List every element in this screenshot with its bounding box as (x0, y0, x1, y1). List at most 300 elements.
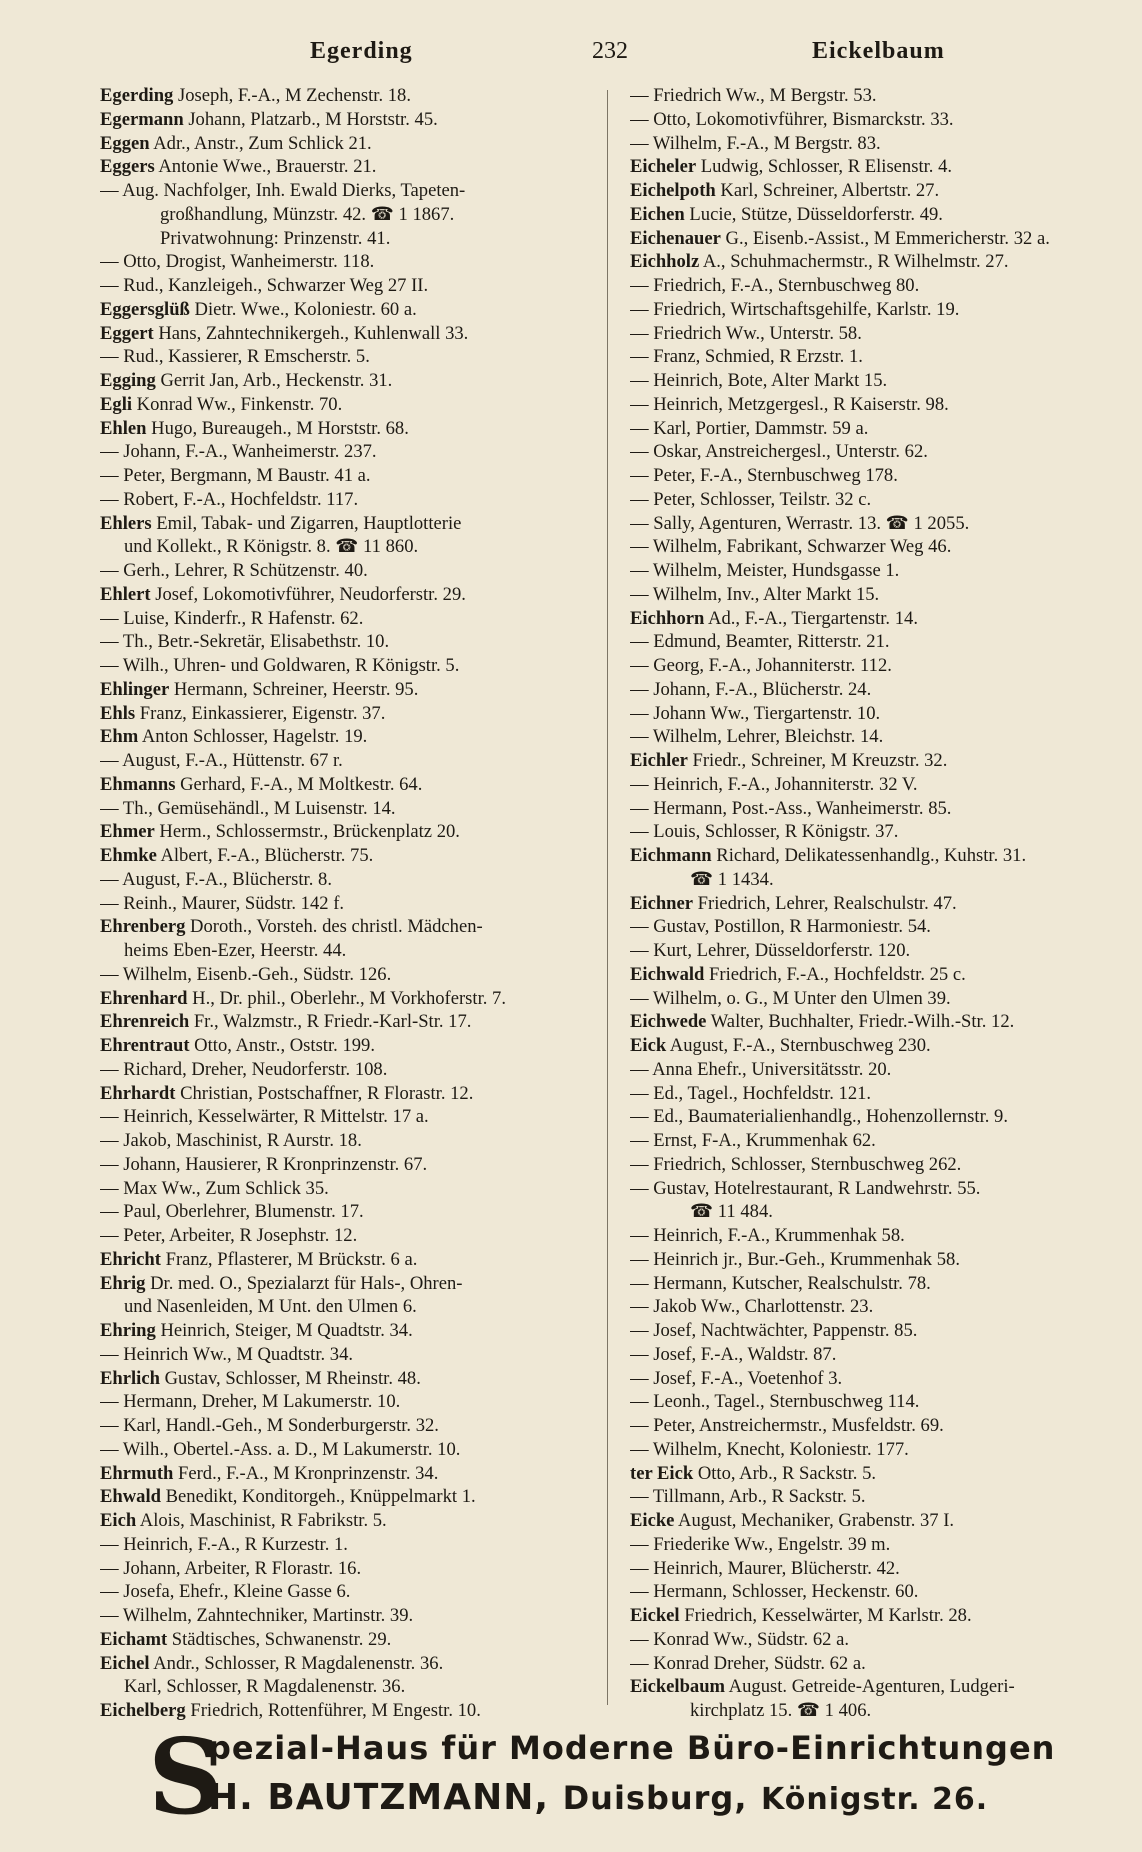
entry-details: — Tillmann, Arb., R Sackstr. 5. (630, 1486, 866, 1508)
directory-entry (100, 369, 600, 393)
entry-surname: Ehls (100, 702, 136, 724)
entry-details: H., Dr. phil., Oberlehr., M Vorkhoferstr. 7. (187, 987, 506, 1009)
directory-entry (630, 915, 1130, 939)
ad-company-name: H. BAUTZMANN, (208, 1777, 550, 1818)
entry-details: — Heinrich, Maurer, Blücherstr. 42. (630, 1557, 900, 1579)
entry-details: — Gustav, Postillon, R Harmoniestr. 54. (630, 916, 931, 938)
directory-entry (630, 1675, 1130, 1699)
directory-entry (100, 345, 600, 369)
entry-details: — Johann, Arbeiter, R Florastr. 16. (100, 1557, 362, 1579)
entry-surname: Eichwald (630, 963, 705, 985)
directory-entry (630, 773, 1130, 797)
entry-surname: Ehrig (100, 1272, 146, 1294)
directory-entry (630, 1153, 1130, 1177)
entry-details: — Josef, F.-A., Waldstr. 87. (630, 1343, 837, 1365)
entry-details: — Wilhelm, Inv., Alter Markt 15. (630, 583, 880, 605)
entry-surname: Eichelberg (100, 1700, 186, 1721)
entry-details: Städtisches, Schwanenstr. 29. (167, 1628, 392, 1650)
entry-details: Herm., Schlossermstr., Brückenplatz 20. (154, 821, 460, 843)
entry-details: — Heinrich, F.-A., R Kurzestr. 1. (100, 1533, 348, 1555)
entry-details: Ludwig, Schlosser, R Elisenstr. 4. (696, 156, 953, 178)
directory-entry (100, 440, 600, 464)
directory-entry (630, 583, 1130, 607)
directory-entry (630, 298, 1130, 322)
directory-entry (100, 820, 600, 844)
directory-entry (630, 512, 1130, 536)
entry-details: Andr., Schlosser, R Magdalenenstr. 36. (149, 1652, 444, 1674)
ad-initial-letter: S (148, 1715, 224, 1838)
entry-surname: Eichhorn (630, 607, 705, 629)
entry-surname: Ehwald (100, 1486, 161, 1508)
entry-details: Konrad Ww., Finkenstr. 70. (132, 393, 343, 415)
entry-surname: Ehrhardt (100, 1082, 176, 1104)
entry-details: Friedrich, Rottenführer, M Engestr. 10. (185, 1700, 481, 1721)
directory-entry (100, 583, 600, 607)
directory-entry (100, 1129, 600, 1153)
entry-surname: Eichwede (630, 1011, 707, 1033)
directory-entry (100, 987, 600, 1011)
entry-details: Franz, Einkassierer, Eigenstr. 37. (135, 702, 386, 724)
entry-details: — August, F.-A., Hüttenstr. 67 r. (100, 750, 343, 771)
directory-entry (100, 1509, 600, 1533)
entry-details: Privatwohnung: Prinzenstr. 41. (160, 227, 391, 249)
left-column (100, 84, 600, 1723)
entry-details: Friedr., Schreiner, M Kreuzstr. 32. (687, 750, 948, 771)
directory-entry (100, 1414, 600, 1438)
directory-entry (100, 108, 600, 132)
ad-street: Königstr. 26. (761, 1782, 989, 1817)
entry-surname: Ehlen (100, 417, 147, 439)
entry-details: — Johann Ww., Tiergartenstr. 10. (630, 702, 881, 724)
entry-details: Anton Schlosser, Hagelstr. 19. (138, 726, 368, 748)
entry-details: — Ed., Baumaterialienhandlg., Hohenzollernstr. 9. (630, 1106, 1008, 1128)
directory-entry (630, 725, 1130, 749)
directory-entry (630, 1509, 1130, 1533)
entry-details: — Paul, Oberlehrer, Blumenstr. 17. (100, 1201, 364, 1223)
entry-details: Friedrich, F.-A., Hochfeldstr. 25 c. (704, 963, 966, 985)
directory-entry (100, 915, 600, 939)
directory-entry (630, 654, 1130, 678)
directory-entry (100, 678, 600, 702)
directory-entry (630, 488, 1130, 512)
entry-details: — Peter, Bergmann, M Baustr. 41 a. (100, 465, 371, 486)
entry-details: Karl, Schlosser, R Magdalenenstr. 36. (124, 1676, 406, 1698)
directory-entry (100, 155, 600, 179)
directory-entry (100, 773, 600, 797)
entry-details: — Johann, Hausierer, R Kronprinzenstr. 67. (100, 1153, 428, 1175)
entry-details: — Wilh., Obertel.-Ass. a. D., M Lakumerstr. 10. (100, 1438, 461, 1460)
entry-details: — Richard, Dreher, Neudorferstr. 108. (100, 1058, 388, 1080)
directory-entry (630, 607, 1130, 631)
entry-details: — Hermann, Kutscher, Realschulstr. 78. (630, 1272, 931, 1294)
entry-details: Lucie, Stütze, Düsseldorferstr. 49. (684, 203, 943, 225)
directory-entry (630, 630, 1130, 654)
directory-entry (630, 987, 1130, 1011)
directory-entry (630, 464, 1130, 488)
directory-entry (100, 1580, 600, 1604)
entry-details: August, F.-A., Sternbuschweg 230. (666, 1035, 931, 1056)
entry-details: — Wilhelm, Meister, Hundsgasse 1. (630, 560, 900, 581)
entry-details: Gerrit Jan, Arb., Heckenstr. 31. (155, 370, 393, 391)
directory-entry (100, 607, 600, 631)
entry-surname: Ehlinger (100, 678, 170, 700)
entry-surname: Ehlers (100, 512, 152, 534)
entry-details: und Kollekt., R Königstr. 8. ☎ 11 860. (124, 536, 419, 558)
entry-details: — Friederike Ww., Engelstr. 39 m. (630, 1533, 891, 1555)
directory-entry (100, 1533, 600, 1557)
entry-details: Richard, Delikatessenhandlg., Kuhstr. 31. (711, 845, 1027, 866)
entry-details: — Peter, Anstreichermstr., Musfeldstr. 69. (630, 1415, 944, 1436)
entry-surname: Eggers (100, 156, 155, 178)
entry-details: Albert, F.-A., Blücherstr. 75. (156, 845, 374, 866)
directory-entry (630, 1580, 1130, 1604)
directory-entry (630, 1390, 1130, 1414)
entry-details: August, Mechaniker, Grabenstr. 37 I. (674, 1510, 955, 1531)
entry-details: Doroth., Vorsteh. des christl. Mädchen- (185, 916, 483, 938)
entry-details: — Konrad Dreher, Südstr. 62 a. (630, 1652, 866, 1674)
entry-details: — Wilhelm, Zahntechniker, Martinstr. 39. (100, 1605, 414, 1626)
entry-surname: Ehring (100, 1320, 156, 1341)
entry-details: — Th., Gemüsehändl., M Luisenstr. 14. (100, 797, 396, 819)
directory-entry (100, 1082, 600, 1106)
entry-surname: Eicheler (630, 156, 697, 178)
entry-surname: Eichholz (630, 251, 700, 273)
entry-details: — Aug. Nachfolger, Inh. Ewald Dierks, Tapeten- (100, 180, 466, 201)
header-right-keyword: Eickelbaum (812, 38, 945, 64)
directory-entry (100, 1224, 600, 1248)
entry-surname: Ehricht (100, 1248, 161, 1270)
directory-entry (630, 1343, 1130, 1367)
entry-surname: Ehrenhard (100, 987, 188, 1009)
entry-details: — Heinrich, F.-A., Krummenhak 58. (630, 1225, 905, 1246)
directory-entry (630, 1699, 1130, 1723)
directory-entry (100, 1105, 600, 1129)
entry-details: — Friedrich Ww., Unterstr. 58. (630, 322, 862, 344)
entry-details: und Nasenleiden, M Unt. den Ulmen 6. (124, 1296, 417, 1318)
ad-headline: pezial-Haus für Moderne Büro-Einrichtungen (208, 1729, 1056, 1767)
directory-entry (630, 1367, 1130, 1391)
directory-entry (630, 1272, 1130, 1296)
directory-entry (630, 535, 1130, 559)
directory-entry (100, 1675, 600, 1699)
directory-entry (630, 844, 1130, 868)
entry-details: Antonie Wwe., Brauerstr. 21. (154, 156, 377, 178)
entry-details: — Wilhelm, F.-A., M Bergstr. 83. (630, 132, 881, 154)
entry-surname: Eich (100, 1510, 137, 1531)
directory-entry (630, 797, 1130, 821)
entry-details: — Friedrich, F.-A., Sternbuschweg 80. (630, 275, 920, 296)
directory-entry (100, 1628, 600, 1652)
directory-entry (630, 749, 1130, 773)
entry-details: — Josef, F.-A., Voetenhof 3. (630, 1367, 843, 1389)
entry-details: Otto, Anstr., Oststr. 199. (189, 1035, 375, 1056)
entry-surname: Eick (630, 1035, 667, 1056)
entry-details: — Heinrich Ww., M Quadtstr. 34. (100, 1343, 354, 1365)
entry-surname: Eichler (630, 750, 688, 771)
directory-entry (100, 1177, 600, 1201)
directory-entry (630, 1010, 1130, 1034)
directory-entry (630, 440, 1130, 464)
entry-details: A., Schuhmachermstr., R Wilhelmstr. 27. (699, 251, 1009, 273)
entry-details: — Wilhelm, Knecht, Koloniestr. 177. (630, 1438, 909, 1460)
entry-details: — Robert, F.-A., Hochfeldstr. 117. (100, 488, 359, 510)
directory-entry (100, 488, 600, 512)
entry-surname: Eichen (630, 203, 685, 225)
entry-details: — Josefa, Ehefr., Kleine Gasse 6. (100, 1581, 351, 1603)
header-left-keyword: Egerding (310, 38, 413, 64)
entry-details: großhandlung, Münzstr. 42. ☎ 1 1867. (160, 203, 455, 225)
entry-details: — Karl, Handl.-Geh., M Sonderburgerstr. 32. (100, 1415, 439, 1436)
entry-details: — Hermann, Dreher, M Lakumerstr. 10. (100, 1391, 401, 1413)
entry-details: — Kurt, Lehrer, Düsseldorferstr. 120. (630, 940, 911, 961)
directory-entry (100, 1058, 600, 1082)
entry-details: — Franz, Schmied, R Erzstr. 1. (630, 346, 863, 368)
entry-details: — Heinrich, Kesselwärter, R Mittelstr. 17 a. (100, 1106, 429, 1128)
entry-details: Friedrich, Kesselwärter, M Karlstr. 28. (679, 1605, 972, 1626)
entry-details: — Friedrich, Schlosser, Sternbuschweg 262. (630, 1153, 962, 1175)
directory-entry (630, 203, 1130, 227)
entry-details: Hans, Zahntechnikergeh., Kuhlenwall 33. (153, 322, 469, 344)
directory-entry (630, 559, 1130, 583)
directory-entry (100, 250, 600, 274)
entry-details: Friedrich, Lehrer, Realschulstr. 47. (693, 892, 957, 914)
entry-details: — Wilhelm, Fabrikant, Schwarzer Weg 46. (630, 536, 952, 558)
directory-entry (100, 179, 600, 203)
directory-entry (100, 725, 600, 749)
directory-entry (630, 1082, 1130, 1106)
entry-details: — Gustav, Hotelrestaurant, R Landwehrstr. 55. (630, 1177, 981, 1199)
entry-details: — Peter, Schlosser, Teilstr. 32 c. (630, 488, 872, 510)
directory-entry (630, 1177, 1130, 1201)
entry-surname: Eggersglüß (100, 298, 190, 320)
page-number: 232 (592, 38, 628, 64)
entry-surname: Egli (100, 393, 133, 415)
entry-surname: Ehmer (100, 821, 155, 843)
directory-entry (630, 345, 1130, 369)
entry-details: — Gerh., Lehrer, R Schützenstr. 40. (100, 560, 368, 581)
entry-surname: Eicke (630, 1510, 675, 1531)
entry-details: Ferd., F.-A., M Kronprinzenstr. 34. (173, 1462, 439, 1484)
directory-entry (100, 1295, 600, 1319)
directory-entry (630, 1129, 1130, 1153)
entry-details: — Reinh., Maurer, Südstr. 142 f. (100, 892, 345, 914)
entry-surname: Ehm (100, 726, 139, 748)
entry-details: — Heinrich, F.-A., Johanniterstr. 32 V. (630, 773, 918, 795)
entry-surname: Eichner (630, 892, 694, 914)
directory-entry (630, 417, 1130, 441)
directory-entry (100, 132, 600, 156)
entry-details: — Luise, Kinderfr., R Hafenstr. 62. (100, 607, 364, 629)
directory-entry (630, 1058, 1130, 1082)
directory-entry (630, 250, 1130, 274)
directory-entry (630, 820, 1130, 844)
directory-entry (100, 1319, 600, 1343)
entry-surname: Egerding (100, 85, 174, 106)
entry-details: — Heinrich jr., Bur.-Geh., Krummenhak 58. (630, 1248, 960, 1270)
directory-entry (630, 1414, 1130, 1438)
entry-details: Walter, Buchhalter, Friedr.-Wilh.-Str. 12. (706, 1011, 1015, 1033)
entry-details: Dietr. Wwe., Koloniestr. 60 a. (189, 298, 417, 320)
directory-entry (100, 892, 600, 916)
directory-entry (630, 892, 1130, 916)
directory-entry (630, 1485, 1130, 1509)
directory-entry (100, 1153, 600, 1177)
entry-details: — Sally, Agenturen, Werrastr. 13. ☎ 1 2055. (630, 512, 970, 534)
directory-entry (100, 1557, 600, 1581)
entry-details: ☎ 11 484. (690, 1201, 773, 1223)
directory-entry (100, 417, 600, 441)
directory-entry (100, 1604, 600, 1628)
entry-details: — Heinrich, Bote, Alter Markt 15. (630, 370, 888, 391)
directory-entry (630, 132, 1130, 156)
entry-details: — Wilhelm, Eisenb.-Geh., Südstr. 126. (100, 963, 392, 985)
directory-entry (630, 1628, 1130, 1652)
entry-details: — Johann, F.-A., Wanheimerstr. 237. (100, 441, 377, 463)
entry-details: — Anna Ehefr., Universitätsstr. 20. (630, 1058, 892, 1080)
directory-entry (100, 1485, 600, 1509)
entry-surname: Ehlert (100, 583, 151, 605)
directory-entry (630, 369, 1130, 393)
directory-entry (630, 1034, 1130, 1058)
directory-entry (100, 393, 600, 417)
entry-details: — Edmund, Beamter, Ritterstr. 21. (630, 631, 890, 653)
entry-details: Joseph, F.-A., M Zechenstr. 18. (173, 85, 411, 106)
entry-details: — Hermann, Post.-Ass., Wanheimerstr. 85. (630, 797, 952, 819)
directory-entry (630, 1200, 1130, 1224)
directory-entry (630, 322, 1130, 346)
directory-entry (100, 322, 600, 346)
entry-details: Adr., Anstr., Zum Schlick 21. (149, 132, 372, 154)
directory-entry (100, 464, 600, 488)
directory-entry (100, 1010, 600, 1034)
entry-details: — Louis, Schlosser, R Königstr. 37. (630, 821, 899, 843)
entry-surname: Ehmanns (100, 773, 176, 795)
directory-entry (630, 155, 1130, 179)
directory-entry (100, 702, 600, 726)
directory-entry (630, 1438, 1130, 1462)
entry-details: — Peter, F.-A., Sternbuschweg 178. (630, 465, 898, 486)
entry-details: heims Eben-Ezer, Heerstr. 44. (124, 940, 347, 961)
directory-entry (100, 535, 600, 559)
directory-entry (100, 1034, 600, 1058)
entry-details: — Th., Betr.-Sekretär, Elisabethstr. 10. (100, 631, 390, 653)
entry-surname: Ehmke (100, 845, 157, 866)
directory-entry (100, 1438, 600, 1462)
entry-details: Fr., Walzmstr., R Friedr.-Karl-Str. 17. (189, 1011, 472, 1033)
directory-entry (630, 1557, 1130, 1581)
entry-details: Gustav, Schlosser, M Rheinstr. 48. (159, 1367, 421, 1389)
entry-details: Alois, Maschinist, R Fabrikstr. 5. (136, 1510, 387, 1531)
entry-details: — Rud., Kassierer, R Emscherstr. 5. (100, 346, 370, 368)
entry-details: — Wilhelm, o. G., M Unter den Ulmen 39. (630, 987, 951, 1009)
directory-entry (100, 1462, 600, 1486)
entry-details: — Oskar, Anstreichergesl., Unterstr. 62. (630, 441, 928, 463)
directory-entry (100, 963, 600, 987)
entry-details: Ad., F.-A., Tiergartenstr. 14. (704, 607, 918, 629)
directory-entry (100, 1652, 600, 1676)
entry-details: — Johann, F.-A., Blücherstr. 24. (630, 678, 872, 700)
entry-surname: Ehrlich (100, 1367, 160, 1389)
entry-details: Christian, Postschaffner, R Florastr. 12. (175, 1082, 474, 1104)
directory-entry (630, 963, 1130, 987)
directory-entry (630, 1295, 1130, 1319)
entry-details: — Max Ww., Zum Schlick 35. (100, 1177, 329, 1199)
entry-details: Dr. med. O., Spezialarzt für Hals-, Ohren- (145, 1272, 463, 1294)
entry-details: Karl, Schreiner, Albertstr. 27. (715, 180, 940, 201)
directory-entry (630, 1319, 1130, 1343)
entry-details: August. Getreide-Agenturen, Ludgeri- (725, 1676, 1015, 1698)
directory-entry (630, 1604, 1130, 1628)
directory-entry (100, 844, 600, 868)
directory-entry (630, 702, 1130, 726)
entry-details: Otto, Arb., R Sackstr. 5. (693, 1462, 877, 1484)
entry-surname: Egermann (100, 108, 184, 130)
directory-entry (630, 274, 1130, 298)
directory-entry (630, 227, 1130, 251)
directory-entry (100, 630, 600, 654)
entry-surname: Eickel (630, 1605, 680, 1626)
entry-surname: Eickelbaum (630, 1676, 726, 1698)
directory-entry (630, 1652, 1130, 1676)
directory-entry (100, 227, 600, 251)
entry-details: — Konrad Ww., Südstr. 62 a. (630, 1628, 849, 1650)
ad-city: Duisburg, (562, 1779, 748, 1817)
directory-entry (100, 868, 600, 892)
entry-details: Hugo, Bureaugeh., M Horststr. 68. (146, 417, 409, 439)
advertisement-banner (148, 1715, 1108, 1838)
entry-details: Hermann, Schreiner, Heerstr. 95. (169, 678, 419, 700)
directory-entry (100, 749, 600, 773)
entry-details: — Ernst, F-A., Krummenhak 62. (630, 1130, 876, 1151)
directory-entry (630, 1105, 1130, 1129)
entry-details: — Rud., Kanzleigeh., Schwarzer Weg 27 II. (100, 275, 429, 296)
directory-entry (630, 108, 1130, 132)
page-header (100, 38, 1082, 74)
entry-details: — Wilh., Uhren- und Goldwaren, R Königstr. 5. (100, 655, 460, 676)
entry-details: Heinrich, Steiger, M Quadtstr. 34. (155, 1320, 413, 1341)
entry-details: Gerhard, F.-A., M Moltkestr. 64. (175, 773, 423, 795)
right-column (630, 84, 1130, 1723)
entry-details: kirchplatz 15. ☎ 1 406. (690, 1700, 872, 1721)
entry-details: — Jakob Ww., Charlottenstr. 23. (630, 1296, 874, 1318)
entry-details: ☎ 1 1434. (690, 868, 774, 890)
directory-entry (100, 1272, 600, 1296)
entry-details: Benedikt, Konditorgeh., Knüppelmarkt 1. (160, 1486, 476, 1508)
entry-details: — Friedrich, Wirtschaftsgehilfe, Karlstr. 19. (630, 298, 960, 320)
directory-entry (630, 84, 1130, 108)
directory-entry (630, 1533, 1130, 1557)
directory-entry (100, 559, 600, 583)
directory-entry (100, 203, 600, 227)
directory-entry (100, 1367, 600, 1391)
entry-surname: Eggert (100, 322, 154, 344)
directory-entry (630, 868, 1130, 892)
entry-surname: Eichel (100, 1652, 150, 1674)
entry-details: — Josef, Nachtwächter, Pappenstr. 85. (630, 1320, 918, 1341)
directory-entry (100, 1200, 600, 1224)
directory-entry (100, 1248, 600, 1272)
entry-details: Emil, Tabak- und Zigarren, Hauptlotterie (151, 512, 462, 534)
directory-entry (100, 274, 600, 298)
entry-details: Johann, Platzarb., M Horststr. 45. (183, 108, 438, 130)
entry-surname: Ehrmuth (100, 1462, 174, 1484)
directory-entry (630, 393, 1130, 417)
entry-details: — Wilhelm, Lehrer, Bleichstr. 14. (630, 726, 884, 748)
entry-surname: Ehrenberg (100, 916, 186, 938)
entry-details: — Ed., Tagel., Hochfeldstr. 121. (630, 1082, 872, 1104)
entry-details: Josef, Lokomotivführer, Neudorferstr. 29. (150, 583, 466, 605)
directory-entry (630, 1462, 1130, 1486)
